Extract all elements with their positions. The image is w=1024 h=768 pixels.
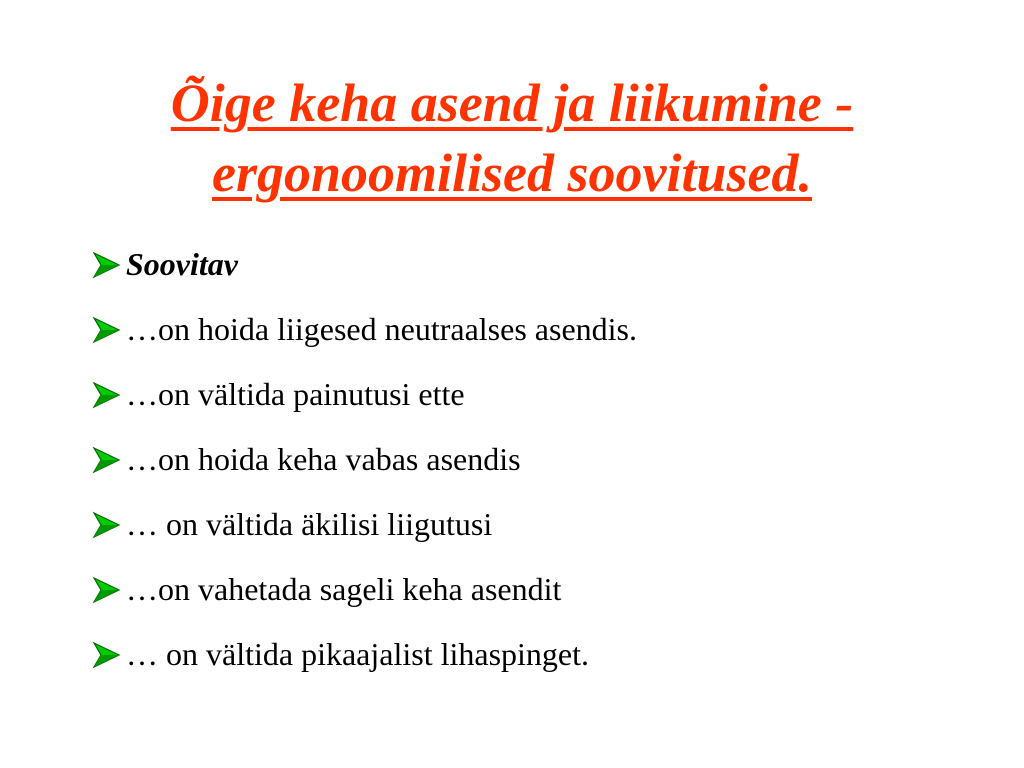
bullet-item-neutral-joints <box>92 297 637 362</box>
bullet-item-avoid-bending <box>92 362 637 427</box>
arrow-bullet-icon <box>92 574 122 606</box>
bullet-text: … on vältida äkilisi liigutusi <box>126 506 493 542</box>
bullet-item-free-posture <box>92 427 637 492</box>
bullet-text: …on vältida painutusi ette <box>126 376 465 412</box>
bullet-item-avoid-sudden-moves <box>92 492 637 557</box>
bullet-text: …on hoida keha vabas asendis <box>126 441 521 477</box>
title-line-2: ergonoomilised soovitused. <box>211 143 812 203</box>
bullet-text: … on vältida pikaajalist lihaspinget. <box>126 636 590 672</box>
title-line-1: Õige keha asend ja liikumine - <box>170 73 854 133</box>
bullet-item-avoid-muscle-tension <box>92 622 637 687</box>
bullet-text: …on vahetada sageli keha asendit <box>126 571 562 607</box>
bullet-text: Soovitav <box>126 246 238 282</box>
arrow-bullet-icon <box>92 639 122 671</box>
arrow-bullet-icon <box>92 509 122 541</box>
bullet-item-soovitav <box>92 232 637 297</box>
arrow-bullet-icon <box>92 249 122 281</box>
bullet-list <box>92 232 637 687</box>
slide-title <box>0 68 1024 208</box>
arrow-bullet-icon <box>92 379 122 411</box>
bullet-text: …on hoida liigesed neutraalses asendis. <box>126 311 637 347</box>
arrow-bullet-icon <box>92 314 122 346</box>
arrow-bullet-icon <box>92 444 122 476</box>
bullet-item-change-position <box>92 557 637 622</box>
